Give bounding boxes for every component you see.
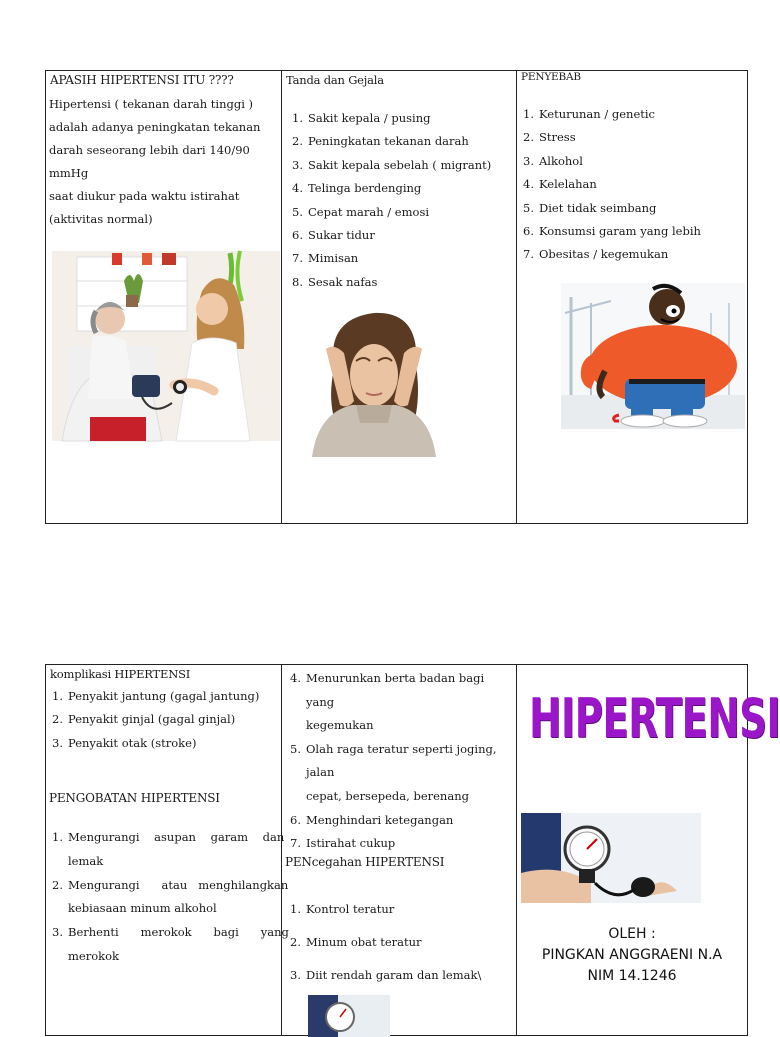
list-item: 5. Cepat marah / emosi [292,204,430,219]
prevention-heading: PENcegahan HIPERTENSI [285,855,445,869]
symptoms-column [282,71,517,523]
list-item: 6. Menghindari ketegangan [290,812,454,827]
obese-cartoon-illustration [561,283,745,429]
complications-list [46,685,259,755]
causes-column [517,71,747,523]
cover-column [517,665,780,1035]
author-name: PINGKAN ANGGRAENI N.A [541,947,723,963]
list-item: merokok [68,948,119,963]
list-item: 3. Penyakit otak (stroke) [52,735,197,750]
definition-line: saat diukur pada waktu istirahat [49,189,240,203]
list-item: 1. Kontrol teratur [290,902,395,916]
author-label: OLEH : [608,926,656,942]
list-item: 2. Mengurangi atau menghilangkan [52,877,289,892]
list-item: 3. Berhenti merokok bagi yang [52,925,289,940]
definition-column [46,71,282,523]
list-item: 5. Olah raga teratur seperti joging, jalan [290,741,497,780]
treatment-heading: PENGOBATAN HIPERTENSI [49,791,220,805]
definition-line: Hipertensi ( tekanan darah tinggi ) [49,97,254,111]
list-item: 2. Peningkatan tekanan darah [292,134,469,149]
treatment-prevention-column [282,665,517,1035]
list-item: 7. Mimisan [292,251,359,266]
list-item: 2. Stress [523,130,576,145]
author-nim: NIM 14.1246 [587,968,677,984]
list-item: 4. Menurunkan berta badan bagi yang [290,671,485,709]
definition-heading: APASIH HIPERTENSI ITU ???? [50,73,234,87]
definition-line: adalah adanya peningkatan tekanan [49,120,261,134]
leaflet-title: HIPERTENSI [529,687,780,750]
list-item: 3. Alkohol [523,153,583,168]
definition-line: darah seseorang lebih dari 140/90 mmHg [49,143,250,180]
list-item: 7. Obesitas / kegemukan [523,247,669,262]
headache-woman-photo [304,309,444,457]
blood-pressure-meter-photo [308,995,390,1037]
bottom-panel-table [45,664,780,1036]
prevention-list [284,893,481,992]
list-item: 4. Kelelahan [523,177,597,192]
list-item: 2. Penyakit ginjal (gagal ginjal) [52,712,236,727]
list-item: lemak [68,853,104,868]
list-item: kegemukan [306,718,374,733]
symptoms-heading: Tanda dan Gejala [286,73,384,87]
list-item: 8. Sesak nafas [292,274,378,289]
list-item: 4. Telinga berdenging [292,181,422,196]
list-item: 1. Penyakit jantung (gagal jantung) [52,689,260,703]
definition-line: (aktivitas normal) [49,212,153,226]
list-item: 1. Sakit kepala / pusing [292,111,431,125]
list-item: 6. Konsumsi garam yang lebih [523,224,701,239]
list-item: 3. Diit rendah garam dan lemak\ [290,968,482,982]
definition-text [49,93,277,231]
list-item: 2. Minum obat teratur [290,935,422,949]
list-item: 1. Keturunan / genetic [523,107,655,121]
symptoms-list [286,107,491,294]
list-item: cepat, bersepeda, berenang [306,788,469,803]
treatment-continued-list [284,667,514,856]
list-item: 1. Mengurangi asupan garam dan [52,830,285,844]
causes-heading: PENYEBAB [521,71,581,83]
treatment-list [46,826,289,969]
complications-heading: komplikasi HIPERTENSI [50,667,191,681]
list-item: kebiasaan minum alkohol [68,901,217,916]
doctor-patient-photo [52,251,280,441]
list-item: 6. Sukar tidur [292,228,375,243]
causes-list [517,103,701,267]
complications-treatment-column [46,665,289,1035]
list-item: 7. Istirahat cukup [290,836,396,851]
blood-pressure-gauge-photo [521,813,701,903]
list-item: 3. Sakit kepala sebelah ( migrant) [292,157,492,172]
top-panel-table [45,70,748,524]
list-item: 5. Diet tidak seimbang [523,200,657,215]
